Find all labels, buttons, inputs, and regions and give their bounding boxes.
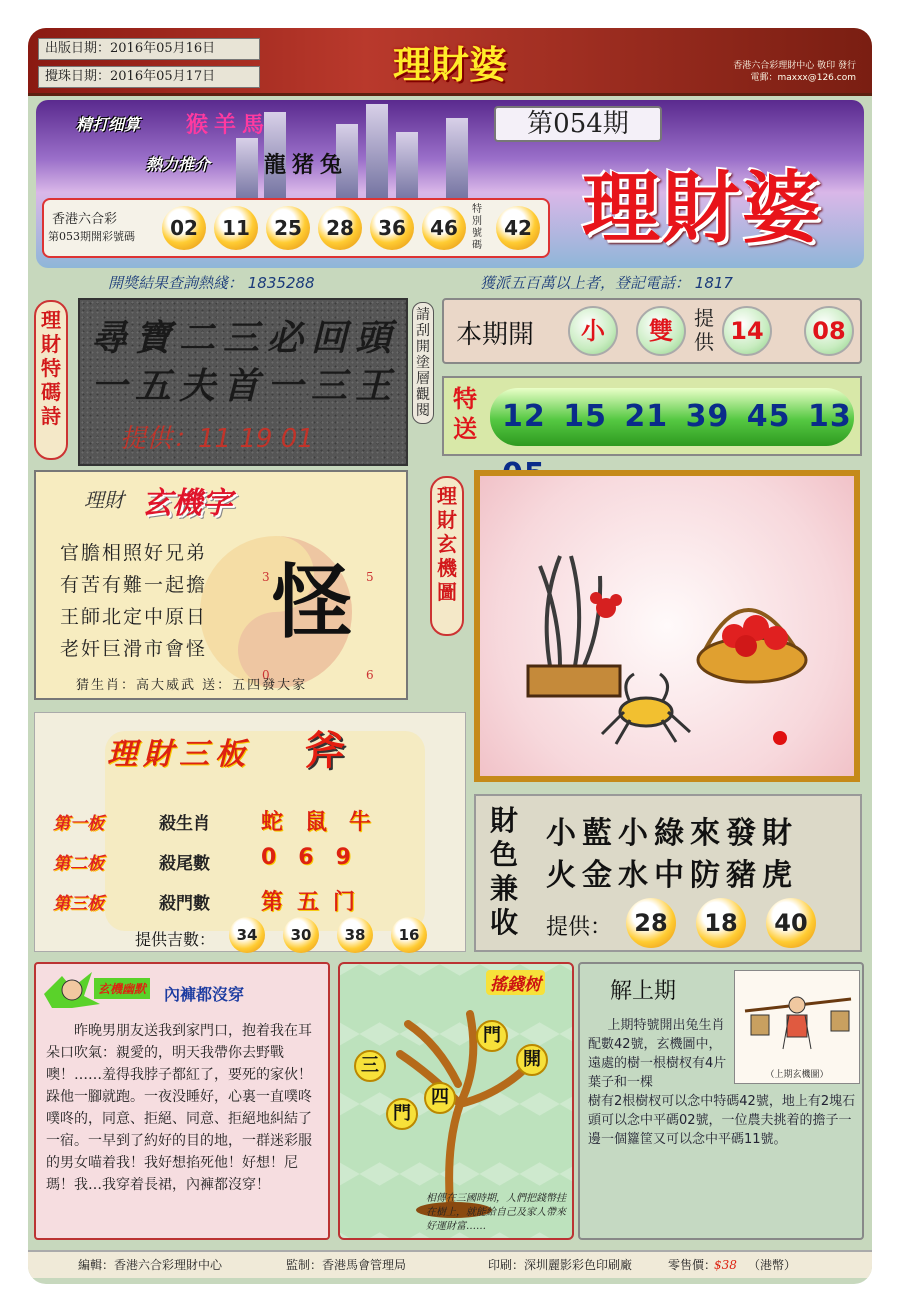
joke-badge: 玄機幽默 <box>94 978 150 999</box>
three-boards-panel <box>34 712 466 952</box>
wealth-ball: 40 <box>766 898 816 948</box>
special-send-label: 特送 <box>453 385 477 443</box>
wealth-provide: 提供： <box>546 915 613 940</box>
draw-label-1: 香港六合彩 <box>52 212 118 227</box>
tree-coin: 四 <box>424 1082 456 1114</box>
open-parity: 雙 <box>636 306 686 356</box>
farmer-drawing <box>735 971 859 1067</box>
tag-hot: 熱力推介 <box>146 155 211 174</box>
board-label: 第三板 <box>53 894 104 914</box>
wealth-ball: 18 <box>696 898 746 948</box>
tree-coin: 三 <box>354 1050 386 1082</box>
lucky-label: 提供吉數： <box>135 930 216 949</box>
special-label: 特別號碼 <box>472 204 482 251</box>
special-send-panel <box>442 376 862 456</box>
draw-ball: 25 <box>266 206 310 250</box>
zodiac-hot: 龍猪兔 <box>264 153 349 178</box>
draw-ball: 28 <box>318 206 362 250</box>
tree-title: 搖錢树 <box>486 970 545 995</box>
header-bar <box>28 28 872 96</box>
footer-edit: 編輯：香港六合彩理財中心 <box>78 1258 223 1272</box>
lucky-ball: 16 <box>391 917 427 953</box>
joke-panel <box>34 962 330 1240</box>
tree-coin: 開 <box>516 1044 548 1076</box>
special-send-numbers: 12 15 21 39 45 13 <box>490 388 854 446</box>
building-image <box>366 104 388 208</box>
mystery-bottom: 猜生肖：高大威武 送：五四發大家 <box>76 678 308 693</box>
wealth-line-2: 火金水中防豬虎 <box>546 858 798 893</box>
draw-result-bar <box>42 198 550 258</box>
draw-date: 攪珠日期：2016年05月17日 <box>38 66 260 88</box>
draw-ball: 36 <box>370 206 414 250</box>
mystery-image-label: 理財玄機圖 <box>430 476 464 636</box>
issue-number: 第054期 <box>494 106 662 142</box>
footer-price: $38 <box>714 1258 737 1272</box>
draw-ball: 02 <box>162 206 206 250</box>
mystery-line: 老奸巨滑市會怪 <box>60 638 208 660</box>
banner <box>36 100 864 268</box>
wealth-side: 財色兼收 <box>489 804 518 939</box>
publish-date: 出版日期：2016年05月16日 <box>38 38 260 60</box>
three-boards-title: 理財三板 <box>107 737 251 772</box>
lucky-ball: 38 <box>337 917 373 953</box>
poem-line-1: 尋寶二三必回頭 <box>90 317 399 359</box>
tree-coin: 門 <box>476 1020 508 1052</box>
footer-price-label: 零售價： <box>668 1258 717 1272</box>
big-title: 理財婆 <box>582 164 823 254</box>
board-label: 第二板 <box>53 854 104 874</box>
mystery-drawing <box>480 476 854 776</box>
axe-char: 斧 <box>305 728 345 774</box>
mystery-title: 玄機字 <box>142 486 232 521</box>
register-hotline: 獲派五百萬以上者，登記電話： 1817 <box>480 274 733 292</box>
draw-ball: 11 <box>214 206 258 250</box>
board-key: 殺尾數 <box>159 854 210 874</box>
corner-num: 5 <box>366 570 374 584</box>
publisher-note: 香港六合彩理財中心 敬印 發行 <box>733 61 856 71</box>
lucky-ball: 30 <box>283 917 319 953</box>
mystery-line: 王師北定中原日 <box>60 606 208 628</box>
open-num-1: 14 <box>722 306 772 356</box>
open-panel <box>442 298 862 364</box>
solution-body-continued: 樹有2根樹杈可以念中特碼42號，地上有2塊石頭可以念中平碼02號，一位農夫挑着的擔子一邊一個籮筐又可以念中平碼11號。 <box>588 1094 856 1147</box>
wealth-ball: 28 <box>626 898 676 948</box>
solution-image-caption: （上期玄機圖） <box>765 1070 829 1080</box>
board-label: 第一板 <box>53 814 104 834</box>
poem-line-2: 一五夫首一三王 <box>90 365 399 407</box>
solution-body: 上期特號開出兔生肖配數42號，玄機圖中，遠處的樹一根樹杈有4片葉子和一棵 <box>588 1018 727 1090</box>
footer-print: 印刷：深圳麗影彩色印刷廠 <box>488 1258 633 1272</box>
mystery-line: 官膽相照好兄弟 <box>60 542 208 564</box>
mystery-line: 有苦有難一起擔 <box>60 574 208 596</box>
scratch-note: 請刮開塗層觀閱 <box>412 302 434 424</box>
page <box>28 28 872 1284</box>
building-image <box>396 132 418 208</box>
board-value: 069 <box>261 845 373 870</box>
footer-currency: （港幣） <box>748 1258 797 1272</box>
board-value: 蛇鼠牛 <box>261 810 394 835</box>
open-size: 小 <box>568 306 618 356</box>
mystery-word-panel <box>34 470 408 700</box>
corner-num: 6 <box>366 668 374 682</box>
tree-caption: 相傳在三國時期，人們把錢幣挂在樹上，就能給自己及家人帶來好運財富…… <box>426 1193 566 1232</box>
board-key: 殺生肖 <box>159 814 210 834</box>
lucky-ball: 34 <box>229 917 265 953</box>
solution-image <box>734 970 860 1084</box>
solution-title: 解上期 <box>610 979 677 1004</box>
corner-num: 3 <box>262 570 270 584</box>
poem-side-label: 理財特碼詩 <box>34 300 68 460</box>
open-num-2: 08 <box>804 306 854 356</box>
tag-precise: 精打细算 <box>76 115 141 134</box>
money-tree-panel <box>338 962 574 1240</box>
board-value: 第五门 <box>261 890 370 915</box>
footer <box>28 1250 872 1278</box>
joke-body: 昨晚男朋友送我到家門口，抱着我在耳朵口吹氣：親愛的，明天我帶你去野戰噢！……羞得我脖子都紅了，要死的家伙！跺他一腳就跑。一夜没睡好，心裏一直噗咚噗咚的，同意、拒絕、同意、拒絕地糾結了一宿。一早到了約好的目的地，一群迷彩服的男女喵着我！我好想掐死他！好想！尼瑪！我…我穿着長裙，內褲都沒穿！ <box>46 1023 312 1193</box>
poem-panel <box>78 298 408 466</box>
zodiac-precise: 猴羊馬 <box>186 113 271 138</box>
building-image <box>446 118 468 208</box>
publisher-email: 電郵：maxxx@126.com <box>750 73 856 83</box>
corner-num: 0 <box>262 668 270 682</box>
footer-supervise: 監制：香港馬會管理局 <box>286 1258 407 1272</box>
wealth-line-1: 小藍小綠來發財 <box>546 816 798 851</box>
poem-provide: 提供：11 19 01 <box>120 424 314 454</box>
open-label: 本期開 <box>456 320 535 350</box>
open-provide-label: 提供 <box>694 306 714 354</box>
special-ball: 42 <box>496 206 540 250</box>
publisher-info <box>696 60 856 84</box>
draw-label-2: 第053期開彩號碼 <box>48 230 135 243</box>
solution-panel <box>578 962 864 1240</box>
board-key: 殺門數 <box>159 894 210 914</box>
mystery-prefix: 理財 <box>84 488 124 512</box>
joke-title: 內褲都沒穿 <box>164 985 245 1004</box>
mystery-image-frame <box>474 470 860 782</box>
mystery-image <box>480 476 854 776</box>
wealth-panel <box>474 794 862 952</box>
draw-ball: 46 <box>422 206 466 250</box>
query-hotline: 開獎結果查詢熱綫： 1835288 <box>108 274 315 292</box>
cartoon-icon <box>42 970 102 1010</box>
tree-coin: 門 <box>386 1098 418 1130</box>
mystery-big-char: 怪 <box>272 556 352 649</box>
header-title: 理財婆 <box>392 43 507 87</box>
